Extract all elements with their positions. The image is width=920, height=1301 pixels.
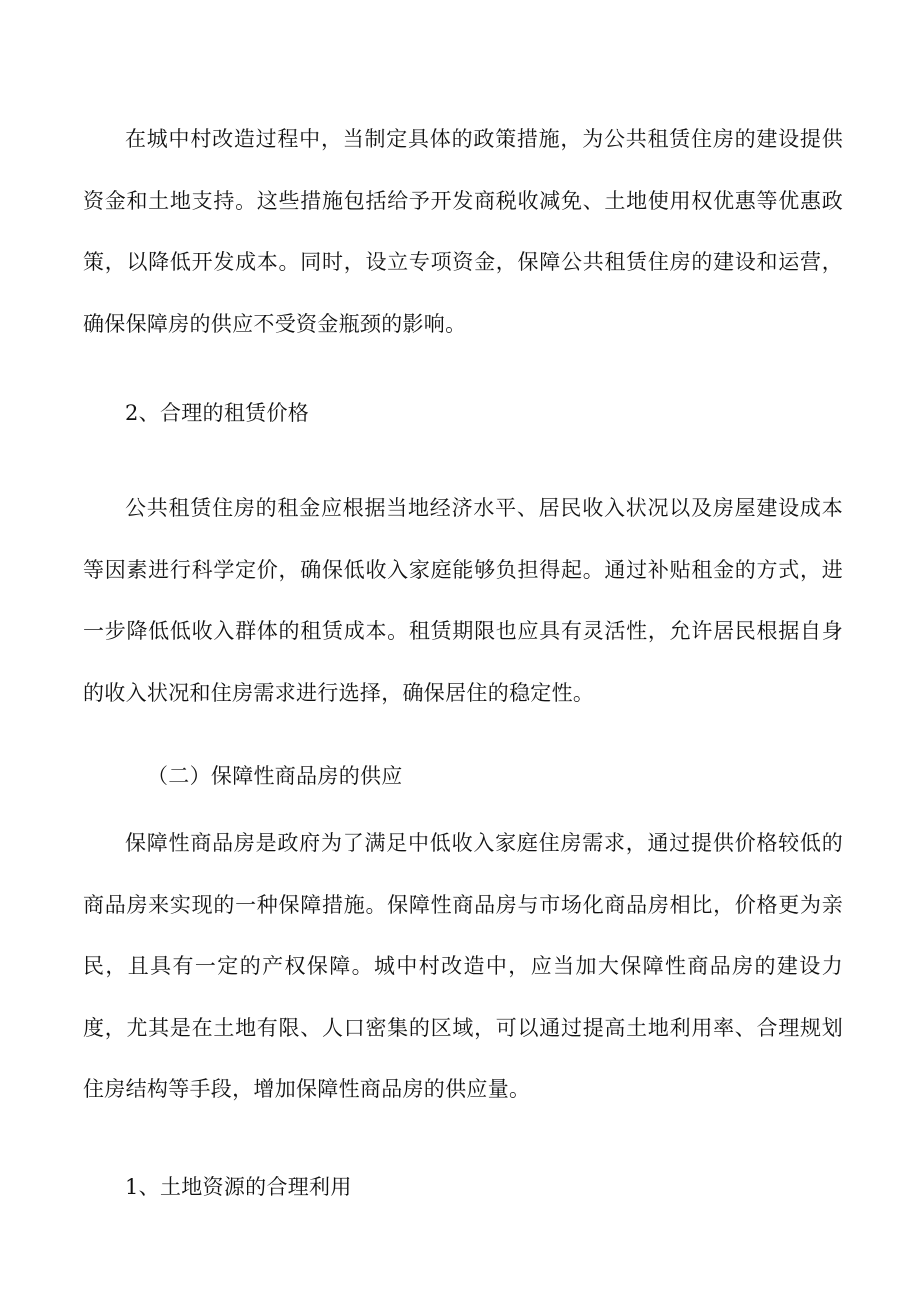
section-heading-affordable-housing-supply: （二）保障性商品房的供应: [147, 764, 403, 788]
subheading-reasonable-rent-price: 2、合理的租赁价格: [125, 401, 310, 425]
paragraph-public-rental-funding: 在城中村改造过程中，当制定具体的政策措施，为公共租赁住房的建设提供资金和土地支持。这些措施包括给予开发商税收减免、土地使用权优惠等优惠政策，以降低开发成本。同时，设立专项资金，保障公共租赁住房的建设和运营，确保保障房的供应不受资金瓶颈的影响。: [83, 127, 843, 336]
paragraph-affordable-commercial-housing: 保障性商品房是政府为了满足中低收入家庭住房需求，通过提供价格较低的商品房来实现的一种保障措施。保障性商品房与市场化商品房相比，价格更为亲民，且具有一定的产权保障。城中村改造中，应当加大保障性商品房的建设力度，尤其是在土地有限、人口密集的区域，可以通过提高土地利用率、合理规划住房结构等手段，增加保障性商品房的供应量。: [83, 831, 843, 1101]
subheading-land-resource-utilization: 1、土地资源的合理利用: [125, 1175, 352, 1199]
paragraph-rent-pricing: 公共租赁住房的租金应根据当地经济水平、居民收入状况以及房屋建设成本等因素进行科学定价，确保低收入家庭能够负担得起。通过补贴租金的方式，进一步降低低收入群体的租赁成本。租赁期限也应具有灵活性，允许居民根据自身的收入状况和住房需求进行选择，确保居住的稳定性。: [83, 496, 843, 705]
